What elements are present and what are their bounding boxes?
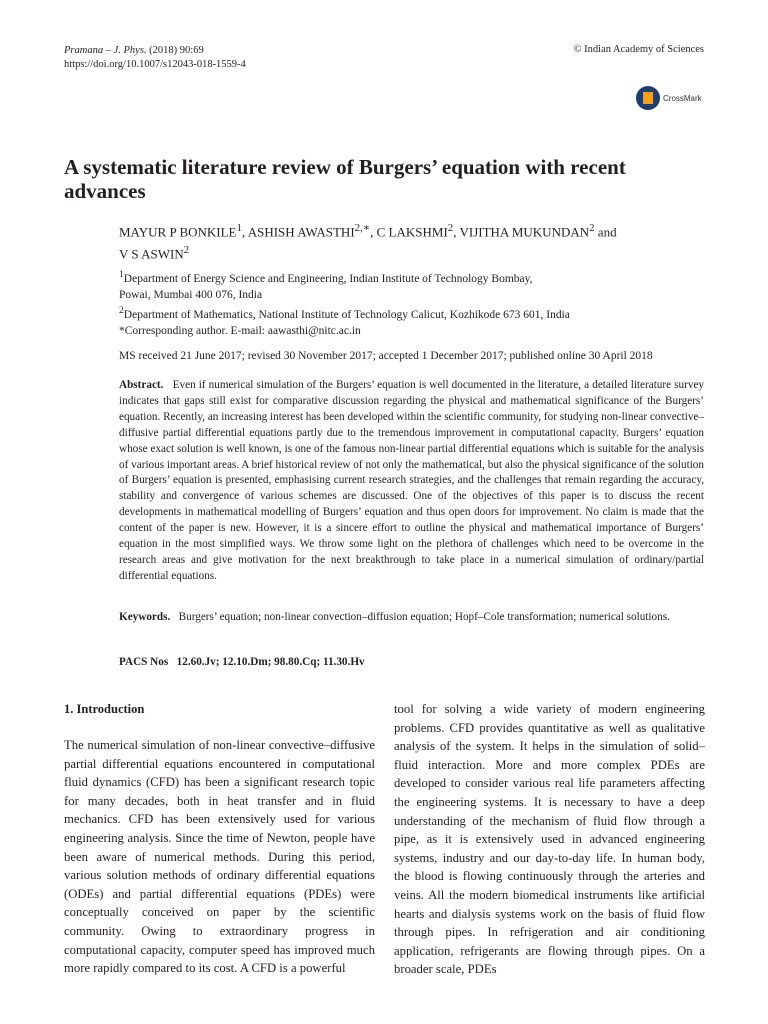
body-column-left: The numerical simulation of non-linear convective–diffusive partial differential equations encountered in computational fluid dynamics (CFD) has been a significant research topic for many decades, both in heat transfer and in fluid mechanics. CFD has been extensively used for various engineering analysis. Since the time of Newton, people have been aware of numerical methods. During this period, various solution methods of ordinary differential equations (ODEs) and partial differential equations (PDEs) were conceptually conceived on paper by the scientific community. Owing to extraordinary progress in computational capacity, computer speed has improved much more rapidly compared to its cost. A CFD is a powerful [64,738,375,976]
corresponding-author: *Corresponding author. E-mail: aawasthi@nitc.ac.in [119,324,361,337]
author-affiliation-mark: 1 [236,222,242,234]
author-name: , C LAKSHMI [370,224,448,240]
affiliation-text: Department of Mathematics, National Institute of Technology Calicut, Kozhikode 673 601, India [123,308,570,321]
journal-header [64,44,246,72]
crossmark-label: CrossMark [663,93,702,103]
abstract [119,378,704,585]
author-affiliation-mark: 2,∗ [354,222,371,234]
author-conjunction: and [594,224,617,240]
author-name: , ASHISH AWASTHI [241,224,355,240]
section-heading: 1. Introduction [64,702,145,716]
author-affiliation-mark: 2 [183,244,190,257]
affiliation-mark: 2 [119,304,124,316]
affiliation-mark: 1 [119,269,124,280]
pacs-numbers [119,656,704,668]
paper-title: A systematic literature review of Burgers’ equation with recent advances [64,155,626,203]
pacs-text: 12.60.Jv; 12.10.Dm; 98.80.Cq; 11.30.Hv [176,656,365,668]
affiliation-text: Department of Energy Science and Engineering, Indian Institute of Technology Bombay, [123,272,533,285]
abstract-text: Even if numerical simulation of the Burgers’ equation is well documented in the literature, a detailed literature survey indicates that gaps still exist for comparative discussion regarding the physical and mathematical significance of the Burgers’ equation. Recently, an increasing interest has been developed within the scientific community, for studying non-linear convective–diffusive partial differential equations partly due to the tremendous improvement in computational capacity. Burgers’ equation whose exact solution is well known, is one of the famous non-linear partial differential equations which is suitable for the analysis of various important areas. A brief historical review of not only the mathematical, but also the physical significance of the solution of Burgers’ equation is presented, emphasising current research strategies, and the challenges that remain regarding the accuracy, stability and convergence of various schemes are discussed. One of the objectives of this paper is to discuss the recent developments in mathematical modelling of Burgers’ equation and thus open doors for improvement. No claim is made that the content of the paper is new. However, it is a sincere effort to outline the physical and mathematical importance of Burgers’ equation in the most simplified ways. We throw some light on the plethora of challenges which need to be overcome in the research areas and give motivation for the next breakthrough to take place in a numerical simulation of ordinary/partial differential equations. [119,379,705,582]
journal-name: Pramana – J. Phys. [64,45,147,56]
author-name: MAYUR P BONKILE [119,224,237,240]
publisher: © Indian Academy of Sciences [573,44,704,55]
manuscript-dates: MS received 21 June 2017; revised 30 November 2017; accepted 1 December 2017; published online 30 April 2018 [119,350,653,362]
crossmark-badge[interactable] [636,86,702,110]
keywords-text: Burgers’ equation; non-linear convection–diffusion equation; Hopf–Cole transformation; numerical solutions. [178,611,670,623]
author-affiliation-mark: 2 [447,222,454,234]
body-column-right: tool for solving a wide variety of modern engineering problems. CFD provides quantitative as well as qualitative analysis of the system. It helps in the simulation of solid–fluid interaction. More and more complex PDEs are developed to consider various real life parameters affecting the engineering systems. It is necessary to have a deep understanding of the mechanism of fluid flow through a pipe, as it is extensively used in advanced engineering systems, industry and our day-to-day life. In human body, the blood is flowing continuously through the arteries and veins. All the modern biomedical instruments like artificial hearts and dialysis systems work on the basis of fluid flow through pipes. In refrigeration and air conditioning application, refrigerants are flowing through pipes. On a broader scale, PDEs [394,702,705,977]
author-name: V S ASWIN [119,246,184,262]
keywords [119,610,704,626]
author-affiliation-mark: 2 [589,222,595,234]
citation: (2018) 90:69 [149,45,204,56]
author-list [119,219,709,264]
crossmark-icon [636,86,660,110]
affiliations [119,267,709,339]
doi-link[interactable]: https://doi.org/10.1007/s12043-018-1559-4 [64,59,246,70]
pacs-label: PACS Nos [119,656,169,668]
affiliation-text: Powai, Mumbai 400 076, India [119,288,263,301]
author-name: , VIJITHA MUKUNDAN [453,224,590,240]
abstract-label: Abstract. [119,379,164,391]
keywords-label: Keywords. [119,611,171,623]
